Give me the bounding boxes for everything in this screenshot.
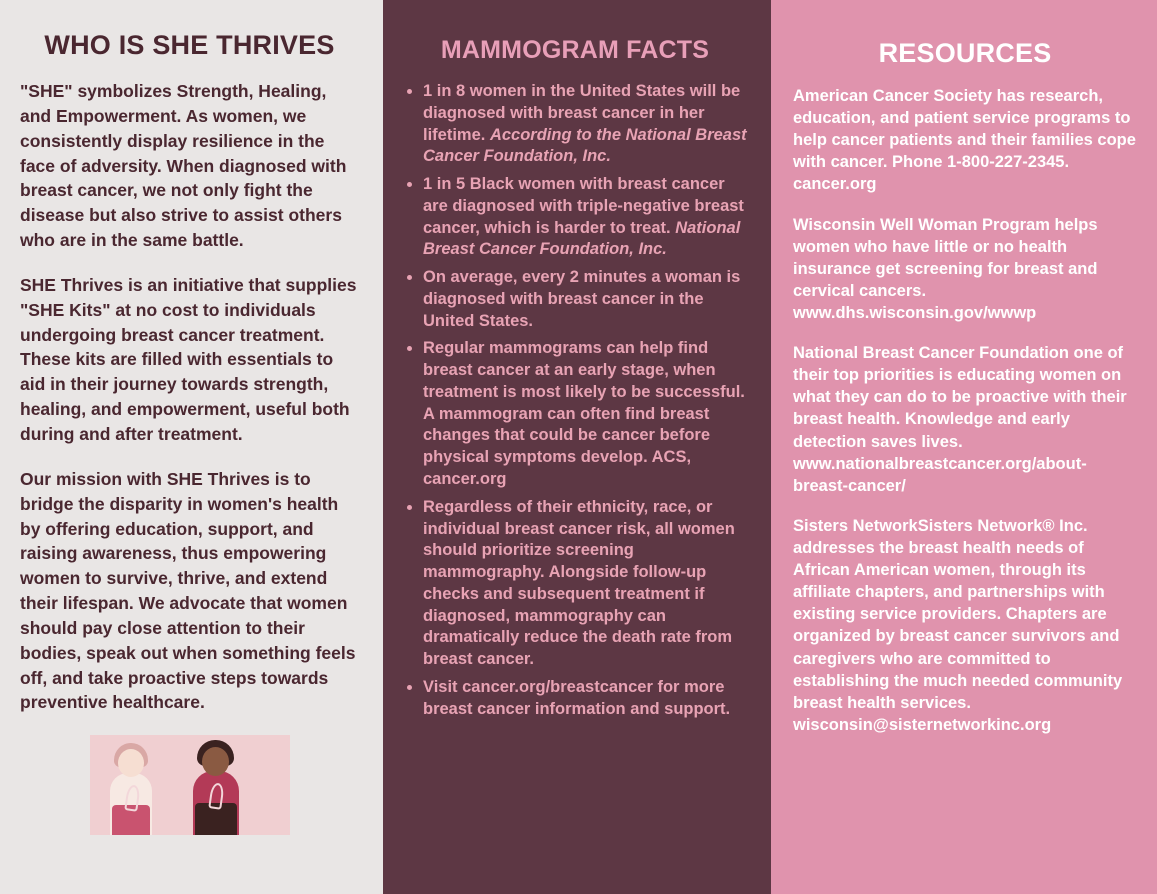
two-women-with-pink-ribbons-illustration: [90, 735, 290, 835]
fact-text: 1 in 8 women in the United States will be diagnosed with breast cancer in her lifetime.: [423, 82, 741, 144]
list-item: [423, 677, 747, 721]
panel-resources: [771, 0, 1157, 894]
fact-source: National Breast Cancer Foundation, Inc.: [423, 218, 741, 259]
resources-title: RESOURCES: [878, 38, 1052, 68]
fact-text: Regardless of their ethnicity, race, or individual breast cancer risk, all women should prioritize screening mammography. Alongside follow-up checks and subsequent treatment if diagnosed, mammography can dramatically reduce the death rate from breast cancer.: [423, 497, 735, 669]
mammogram-facts-title: MAMMOGRAM FACTS: [440, 36, 710, 64]
list-item: [423, 174, 747, 261]
fact-text: Regular mammograms can help find breast cancer at an early stage, when treatment is most likely to be successful. A mammogram can often find breast changes that could be cancer before physical symptoms develop. ACS, cancer.org: [423, 339, 745, 489]
panel-who-is-she-thrives: [0, 0, 383, 894]
fact-source: According to the National Breast Cancer Foundation, Inc.: [423, 125, 747, 166]
resource-entry-american-cancer-society: American Cancer Society has research, education, and patient service programs to help cancer patients and their families cope with cancer. Phone 1-800-227-2345. cancer.org: [793, 87, 1136, 194]
figure-one-head: [118, 749, 144, 777]
fact-text: On average, every 2 minutes a woman is diagnosed with breast cancer in the United States.: [423, 268, 741, 330]
list-item: [423, 338, 747, 490]
list-item: [423, 497, 747, 671]
page-title: WHO IS SHE THRIVES: [44, 30, 335, 60]
list-item: [423, 81, 747, 168]
fact-text: Visit cancer.org/breastcancer for more breast cancer information and support.: [423, 677, 731, 718]
resource-entry-sisters-network: Sisters NetworkSisters Network® Inc. addresses the breast health needs of African American women, through its affiliate chapters, and partnerships with existing service providers. Chapters are organized by breast cancer survivors and caregivers who are committed to establishing the much needed community breast health services. wisconsin@sisternetworkinc.org: [793, 516, 1123, 734]
list-item: [423, 267, 747, 332]
resource-entry-wisconsin-well-woman-program: Wisconsin Well Woman Program helps women who have little or no health insurance get screening for breast and cervical cancers. www.dhs.wisconsin.gov/wwwp: [793, 215, 1098, 322]
resource-entry-national-breast-cancer-foundation: National Breast Cancer Foundation one of their top priorities is educating women on what they can do to be proactive with their breast health. Knowledge and early detection saves lives. www.nationalbreastcancer.org/about-breast-cancer/: [793, 344, 1127, 495]
about-paragraph-3: Our mission with SHE Thrives is to bridge the disparity in women's health by offering education, support, and raising awareness, thus empowering women to survive, thrive, and extend their lifespan. We advocate that women should pay close attention to their bodies, speak out when something feels off, and take proactive steps towards preventive healthcare.: [20, 468, 356, 713]
fact-text: 1 in 5 Black women with breast cancer are diagnosed with triple-negative breast cancer, which is harder to treat.: [423, 175, 744, 237]
panel-mammogram-facts: [383, 0, 771, 894]
about-paragraph-1: "SHE" symbolizes Strength, Healing, and Empowerment. As women, we consistently display resilience in the face of adversity. When diagnosed with breast cancer, we not only fight the disease but also strive to assist others who are in the same battle.: [20, 81, 347, 251]
about-paragraph-2: SHE Thrives is an initiative that supplies "SHE Kits" at no cost to individuals undergoing breast cancer treatment. These kits are filled with essentials to aid in their journey towards strength, healing, and empowerment, useful both during and after treatment.: [20, 274, 357, 444]
figure-two-head: [202, 747, 229, 776]
mammogram-facts-list: [403, 81, 747, 720]
